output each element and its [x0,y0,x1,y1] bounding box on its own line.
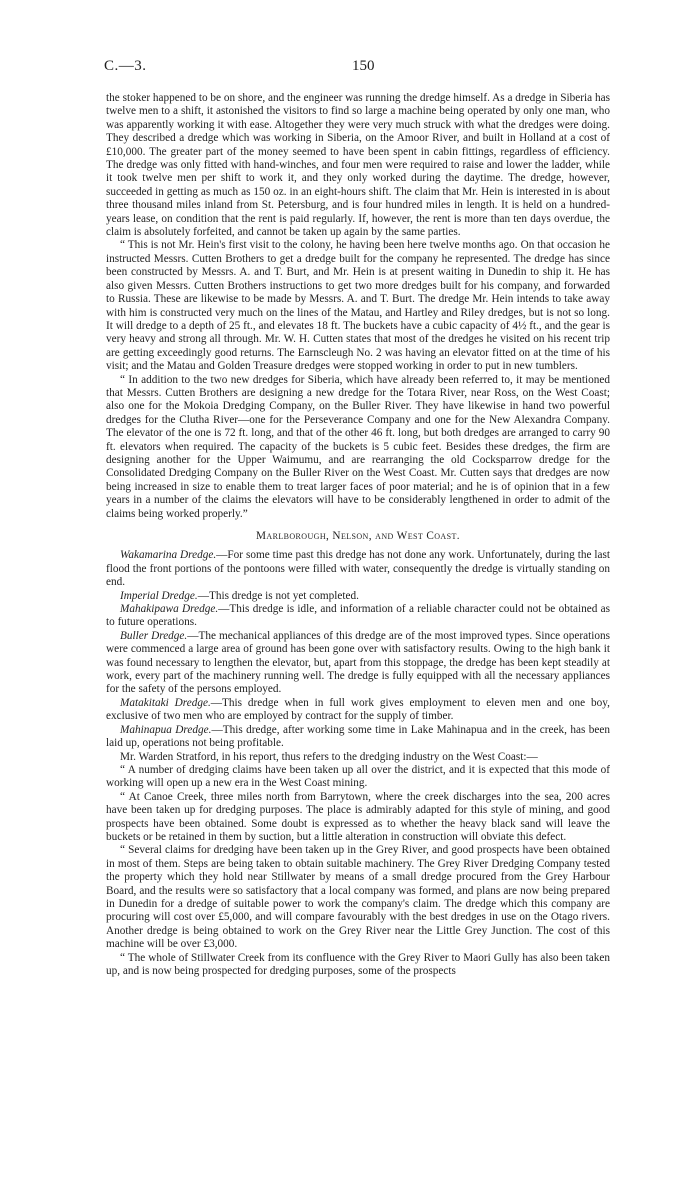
document-reference: C.—3. [104,58,147,74]
dredge-entry [106,697,610,724]
dredge-name: Buller Dredge. [120,629,188,642]
paragraph: “ At Canoe Creek, three miles north from Barrytown, where the creek discharges into the sea, 200 acres have been taken up for dredging purposes. The place is admirably adapted for this style of mining, and good prospects have been obtained. Some doubt is expressed as to whether the heavy black sand will leave the buckets or be retained in them by suction, but a little alteration in construction will obviate this defect. [106,790,610,843]
dredge-text: —This dredge, after working some time in Lake Mahinapua and in the creek, has been laid up, operations not being profitable. [106,723,610,750]
dredge-name: Mahakipawa Dredge. [120,603,219,616]
dredge-name: Wakamarina Dredge. [120,549,217,562]
page-number: 150 [352,58,375,74]
dredge-entry [106,590,610,603]
dredge-entry [106,603,610,630]
paragraph: Mr. Warden Stratford, in his report, thus refers to the dredging industry on the West Coast:— [120,750,538,763]
body-text [106,92,610,978]
paragraph: “ In addition to the two new dredges for Siberia, which have already been referred to, it may be mentioned that Messrs. Cutten Brothers are designing a new dredge for the Totara River, near Ross, on the West Coast; also one for the Mokoia Dredging Company, on the Buller River. They have likewise in hand two powerful dredges for the Clutha River—one for the Perseverance Company and one for the New Alexandra Company. The elevator of the one is 72 ft. long, and that of the other 46 ft. long, but both dredges are arranged to carry 90 ft. elevators when required. The capacity of the buckets is 5 cubic feet. Besides these dredges, the firm are designing another for the Upper Waimumu, and are rearranging the old Cocksparrow dredge for the Consolidated Dredging Company on the Buller River on the West Coast. Mr. Cutten says that dredges are now being increased in size to enable them to treat larger faces of poor material; and he is of opinion that in a few years in a number of the claims the elevators will have to be considerably lengthened in order to admit of the claims being worked properly.” [106,373,610,520]
page-header [0,58,700,78]
paragraph: “ Several claims for dredging have been taken up in the Grey River, and good prospects have been obtained in most of them. Steps are being taken to obtain suitable machinery. The Grey River Dredging Company tested the property which they hold near Stillwater by means of a small dredge procured from the Grey Harbour Board, and the results were so satisfactory that a local company was formed, and plans are now being prepared in Dunedin for a dredge of suitable power to work the company's claim. The dredge which this company are procuring will cost over £5,000, and will compare favourably with the best dredges in use on the Otago rivers. Another dredge is being obtained to work on the Grey River near the Little Grey Junction. The cost of this machine will be over £3,000. [106,844,610,951]
paragraph: “ The whole of Stillwater Creek from its confluence with the Grey River to Maori Gully has also been taken up, and is now being prospected for dredging purposes, some of the prospects [106,951,610,977]
dredge-text: —For some time past this dredge has not done any work. Unfortunately, during the last flood the front portions of the pontoons were filled with water, consequently the dredge is virtually standing on end. [106,549,610,589]
section-heading: Marlborough, Nelson, and West Coast. [256,530,460,542]
paragraph: the stoker happened to be on shore, and the engineer was running the dredge himself. As a dredge in Siberia has twelve men to a shift, it astonished the visitors to find so large a machine being operated by only one man, who was apparently working it with ease. Altogether they were very much struck with what the dredges were doing. They described a dredge which was working in Siberia, on the Amoor River, and built in Holland at a cost of £10,000. The greater part of the money seemed to have been spent in cabin fittings, regardless of efficiency. The dredge was only fitted with hand-winches, and four men were required to raise and lower the ladder, while it took twelve men per shift to work it, and they only worked during the daytime. The dredge, however, succeeded in getting as much as 150 oz. in an eight-hours shift. The claim that Mr. Hein is interested in is about three thousand miles inland from St. Petersburg, and is four hundred miles in length. It is held on a hundred-years lease, on condition that the rent is paid regularly. If, however, the rent is more than ten days overdue, the claim is absolutely forfeited, and cannot be taken up again by the same parties. [106,92,610,239]
dredge-name: Matakitaki Dredge. [120,696,211,709]
dredge-entry [106,724,610,751]
dredge-text: —This dredge when in full work gives employment to eleven men and one boy, exclusive of two men who are employed by contract for the supply of timber. [106,696,610,723]
dredge-text: —This dredge is not yet completed. [197,589,359,602]
dredge-name: Mahinapua Dredge. [120,723,212,736]
dredge-entry [106,549,610,589]
dredge-name: Imperial Dredge. [120,589,198,602]
paragraph: “ A number of dredging claims have been taken up all over the district, and it is expected that this mode of working will open up a new era in the West Coast mining. [106,763,610,790]
dredge-text: —This dredge is idle, and information of a reliable character could not be obtained as to future operations. [106,603,610,629]
dredge-entry [106,630,610,697]
dredge-text: —The mechanical appliances of this dredge are of the most improved types. Since operations were commenced a large area of ground has been gone over with satisfactory results. Owing to the high bank it was found necessary to lengthen the elevator, but, apart from this stoppage, the dredge has been kept steadily at work, every part of the machinery running well. The dredge is fully equipped with all the necessary appliances for the safety of the persons employed. [106,629,610,696]
paragraph: “ This is not Mr. Hein's first visit to the colony, he having been here twelve months ago. On that occasion he instructed Messrs. Cutten Brothers to get a dredge built for the company he represented. The dredge has since been constructed by Messrs. A. and T. Burt, and Mr. Hein is at present waiting in Dunedin to ship it. He has also given Messrs. Cutten Brothers instructions to get two more dredges built for his company, and forwarded to Russia. These are likewise to be made by Messrs. A. and T. Burt. The dredge Mr. Hein intends to take away with him is constructed very much on the lines of the Matau, and Hartley and Riley dredges, but is not so long. It will dredge to a depth of 25 ft., and elevates 18 ft. The buckets have a cubic capacity of 4½ ft., and the gear is very heavy and strong all through. Mr. W. H. Cutten states that most of the dredges he visited on his recent trip are getting exceedingly good returns. The Earnscleugh No. 2 was having an elevator fitted on at the time of his visit; and the Matau and Golden Treasure dredges were stopped working in order to put in new tumblers. [106,239,610,373]
